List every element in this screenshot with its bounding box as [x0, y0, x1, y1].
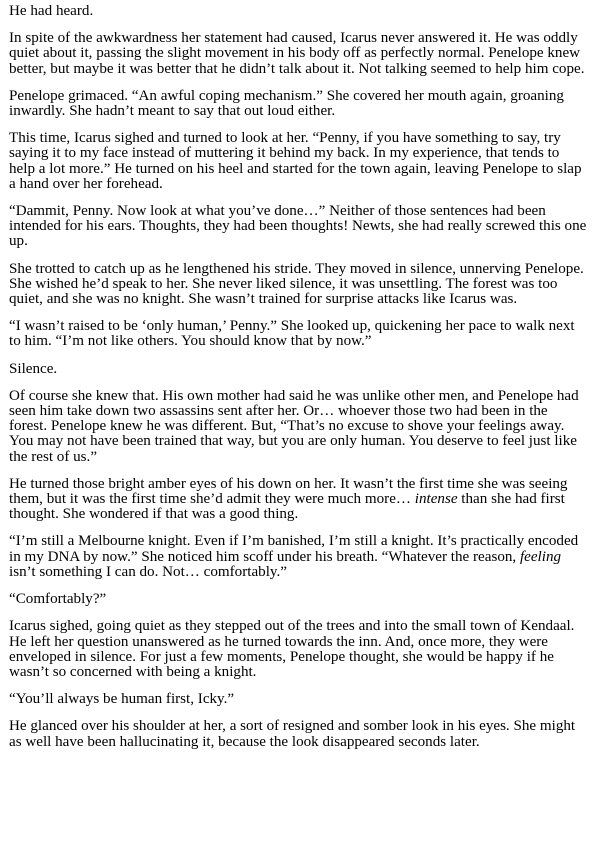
paragraph: [9, 362, 587, 377]
paragraph: [9, 534, 587, 580]
paragraph-text: “I wasn’t raised to be ‘only human,’ Penny.” She looked up, quickening her pace to walk next to him. “I’m not like others. You should know that by now.”: [9, 318, 575, 350]
paragraph-text: Penelope grimaced. “An awful coping mechanism.” She covered her mouth again, groaning inwardly. She hadn’t meant to say that out loud either.: [9, 87, 564, 120]
paragraph-text: In spite of the awkwardness her statement had caused, Icarus never answered it. He was oddly quiet about it, passing the slight movement in his body off as perfectly normal. Penelope knew better, but maybe it was better that he didn’t talk about it. Not talking seemed to help him cope.: [9, 30, 585, 77]
paragraph-text: Of course she knew that. His own mother had said he was unlike other men, and Penelope had seen him take down two assassins sent after her. Or… whoever those two had been in the forest. Penelope knew he was different. But, “That’s no excuse to shove your feelings away. You may not have been trained that way, but you are only human. You deserve to feel just like the rest of us.”: [9, 387, 579, 465]
paragraph-text: isn’t something I can do. Not… comfortably.”: [9, 563, 287, 580]
paragraph-text: Icarus sighed, going quiet as they stepped out of the trees and into the small town of Kendaal. He left her question unanswered as he turned towards the inn. And, once more, they were enveloped in silence. For just a few moments, Penelope thought, she would be happy if he wasn’t so concerned with being a knight.: [9, 618, 575, 680]
paragraph-text: “I’m still a Melbourne knight. Even if I’m banished, I’m still a knight. It’s practically encoded in my DNA by now.” She noticed him scoff under his breath. “Whatever the reason,: [9, 533, 579, 565]
paragraph-text: “Comfortably?”: [9, 591, 107, 608]
paragraph: [9, 719, 587, 749]
paragraph: [9, 31, 587, 77]
paragraph-text: She trotted to catch up as he lengthened his stride. They moved in silence, unnerving Penelope. She wished he’d speak to her. She never liked silence, it was unsettling. The forest was too quiet, and she was no knight. She wasn’t trained for surprise attacks like Icarus was.: [9, 260, 584, 308]
paragraph-text: than she had first thought. She wondered if that was a good thing.: [9, 491, 565, 523]
italic-emphasis: feeling: [519, 548, 562, 565]
paragraph-text: He had heard.: [9, 3, 94, 19]
paragraph-text: He turned those bright amber eyes of his down on her. It wasn’t the first time she was seeing them, but it was the first time she’d admit they were much more…: [9, 475, 568, 508]
paragraph: [9, 692, 587, 707]
paragraph: [9, 131, 587, 192]
paragraph-text: He glanced over his shoulder at her, a sort of resigned and somber look in his eyes. She might as well have been hallucinating it, because the look disappeared seconds later.: [9, 718, 576, 750]
paragraph: [9, 389, 587, 465]
paragraph-text: “Dammit, Penny. Now look at what you’ve done…” Neither of those sentences had been intended for his ears. Thoughts, they had been thoughts! Newts, she had really screwed this one up.: [9, 203, 587, 250]
paragraph-text: “You’ll always be human first, Icky.”: [9, 691, 235, 708]
paragraph-text: This time, Icarus sighed and turned to look at her. “Penny, if you have something to say, try saying it to my face instead of muttering it behind my back. In my experience, that tends to help a lot more.” He turned on his heel and started for the town again, leaving Penelope to slap a hand over her forehead.: [9, 130, 582, 192]
italic-emphasis: intense: [414, 491, 458, 508]
paragraph: [9, 319, 587, 349]
paragraph: [9, 204, 587, 250]
paragraph: [9, 477, 587, 523]
paragraph: [9, 262, 587, 308]
paragraph: [9, 592, 587, 607]
paragraph-text: Silence.: [9, 360, 58, 377]
document-page: [9, 4, 587, 762]
paragraph: [9, 4, 587, 19]
paragraph: [9, 89, 587, 119]
paragraph: [9, 619, 587, 680]
